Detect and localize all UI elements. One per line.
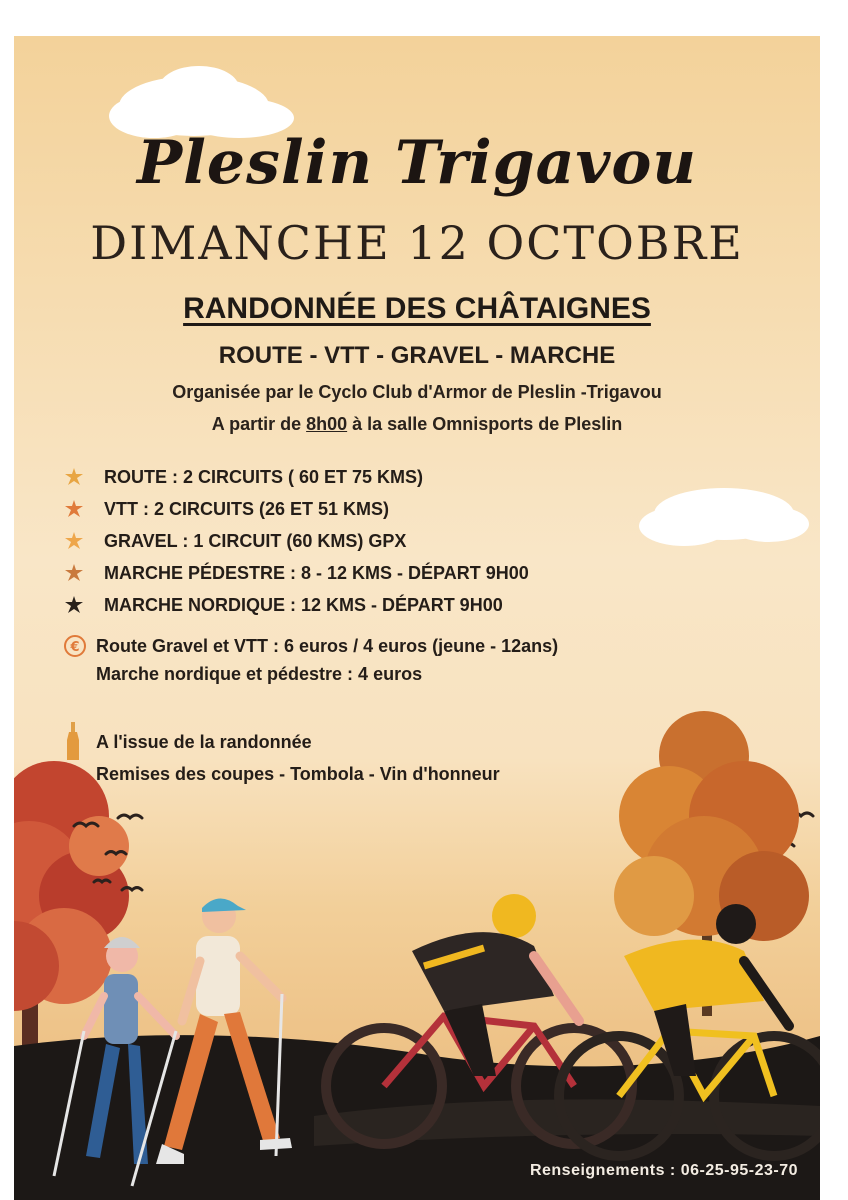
price-row — [64, 632, 558, 660]
leaf-icon — [64, 563, 104, 583]
start-suffix: à la salle Omnisports de Pleslin — [347, 414, 623, 434]
after-line-2: Remises des coupes - Tombola - Vin d'honneur — [96, 763, 500, 784]
start-prefix: A partir de — [211, 414, 307, 434]
contact-info: Renseignements : 06-25-95-23-70 — [529, 1162, 798, 1179]
circuit-item — [64, 461, 529, 493]
start-info-line — [14, 414, 820, 435]
leaf-icon — [64, 467, 104, 487]
circuit-item — [64, 589, 529, 621]
event-date: DIMANCHE 12 OCTOBRE — [90, 216, 744, 270]
bottle-icon — [64, 722, 96, 762]
circuit-label: GRAVEL : 1 CIRCUIT (60 KMS) GPX — [104, 530, 407, 551]
event-disciplines: ROUTE - VTT - GRAVEL - MARCHE — [218, 342, 616, 369]
circuit-label: VTT : 2 CIRCUITS (26 ET 51 KMS) — [104, 498, 390, 519]
leaf-icon — [64, 531, 104, 551]
cloud-right — [639, 488, 809, 546]
event-poster — [14, 36, 820, 1200]
price-row — [64, 660, 558, 688]
after-row — [64, 726, 500, 758]
price-line-1: Route Gravel et VTT : 6 euros / 4 euros (jeune - 12ans) — [96, 635, 559, 656]
organizer-line: Organisée par le Cyclo Club d'Armor de Pleslin -Trigavou — [172, 382, 662, 402]
after-row — [64, 758, 500, 790]
leaf-icon — [64, 595, 104, 615]
after-line-1: A l'issue de la randonnée — [96, 731, 312, 752]
circuit-label: MARCHE NORDIQUE : 12 KMS - DÉPART 9H00 — [104, 594, 503, 615]
start-time: 8h00 — [306, 414, 348, 434]
euro-icon — [64, 635, 96, 657]
circuit-item — [64, 525, 529, 557]
price-line-2: Marche nordique et pédestre : 4 euros — [96, 663, 423, 684]
prices-block — [64, 632, 558, 688]
circuit-label: ROUTE : 2 CIRCUITS ( 60 ET 75 KMS) — [104, 466, 424, 487]
leaf-icon — [64, 499, 104, 519]
circuit-item — [64, 557, 529, 589]
circuit-label: MARCHE PÉDESTRE : 8 - 12 KMS - DÉPART 9H00 — [104, 562, 529, 583]
svg-text:€: € — [70, 640, 80, 655]
circuit-item — [64, 493, 529, 525]
circuits-list — [64, 461, 529, 621]
event-title: RANDONNÉE DES CHÂTAIGNES — [183, 292, 651, 325]
after-event-block — [64, 726, 500, 790]
club-brand-title: Pleslin Trigavou — [137, 128, 697, 198]
